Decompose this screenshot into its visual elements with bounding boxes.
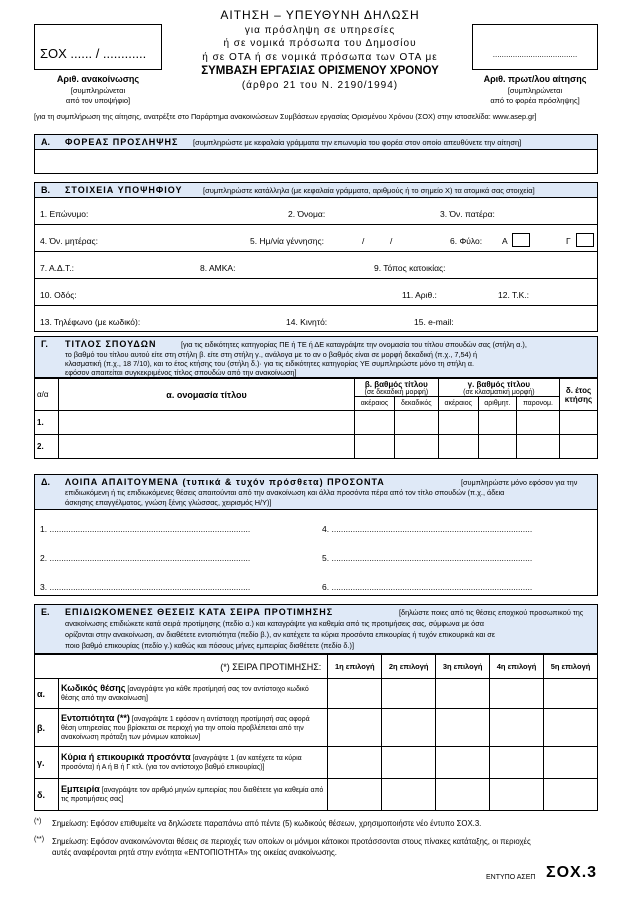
note-1: Σημείωση: Εφόσον επιθυμείτε να δηλώσετε παραπάνω από πέντε (5) κωδικούς θέσεων, χρησιμοποιήστε νέο έντυπο ΣΟΧ.3. xyxy=(52,819,482,828)
grade-cell[interactable] xyxy=(355,411,395,435)
email-field[interactable]: 15. e-mail: xyxy=(414,317,454,327)
section-a-title: ΦΟΡΕΑΣ ΠΡΟΣΛΗΨΗΣ xyxy=(65,137,179,147)
pref-cell[interactable] xyxy=(490,709,544,747)
item-dots: ..................................................................................... xyxy=(331,553,533,563)
qualification-item-6[interactable] xyxy=(322,582,592,592)
note-2-mark: (**) xyxy=(34,836,45,843)
pref-5-header: 5η επιλογή xyxy=(544,655,598,679)
pref-cell[interactable] xyxy=(436,709,490,747)
table-row xyxy=(35,435,598,459)
item-number: 6. xyxy=(322,582,330,592)
protocol-number-title: Αριθ. πρωτ/λου αίτησης xyxy=(483,74,587,84)
row-title: Κύρια ή επικουρικά προσόντα xyxy=(60,752,191,762)
section-e-header xyxy=(34,604,598,654)
section-e-title: ΕΠΙΔΙΩΚΟΜΕΝΕΣ ΘΕΣΕΙΣ ΚΑΤΑ ΣΕΙΡΑ ΠΡΟΤΙΜΗΣΗΣ xyxy=(65,607,334,617)
col-grade-decimal-title: β. βαθμός τίτλου xyxy=(364,379,428,389)
postal-code-field[interactable]: 12. Τ.Κ.: xyxy=(498,290,530,300)
row-desc: [αναγράψτε 1 εφόσον η αντίστοιχη προτίμησή σας αφορά θέση υπηρεσίας που βρίσκεται σε περιοχή για την οποία προβλέπεται από την ανακοίνωση πρόταξη των μόνιμων κατοίκων] xyxy=(60,715,310,741)
announcement-number-title: Αριθ. ανακοίνωσης xyxy=(56,74,140,84)
section-a-note: [συμπληρώστε με κεφαλαία γράμματα την επωνυμία του φορέα στον οποίο απευθύνετε την αίτηση] xyxy=(193,138,522,147)
pref-cell[interactable] xyxy=(382,747,436,779)
row-desc: [αναγράψτε τον αριθμό μηνών εμπειρίας που διαθέτετε για καθεμία από τις προτιμήσεις σας] xyxy=(60,787,324,803)
section-e-note-3: ορίζονται στην ανακοίνωση, αν διαθέτετε εντοπιότητα (πεδίο β.), αν κατέχετε τα κύρια προσόντα επικουρίας ή τυχόν επικουρικά και σε xyxy=(65,630,495,639)
title-name-cell[interactable] xyxy=(59,411,355,435)
col-grade-decimal xyxy=(355,379,439,397)
table-row xyxy=(35,747,598,779)
grade-cell[interactable] xyxy=(478,411,516,435)
announcement-note-2: από τον υποψήφιο] xyxy=(65,96,131,105)
section-g-header xyxy=(34,336,598,378)
section-d-note-2: επιδιωκόμενη ή τις επιδιωκόμενες θέσεις απαιτούνται από την ανακοίνωση και άλλα προσόντα πέρα από τον τίτλο σπουδών (π.χ., άδεια xyxy=(65,488,505,497)
row-desc: [αναγράψτε για κάθε προτίμησή σας τον αντίστοιχο κωδικό θέσης από την ανακοίνωση] xyxy=(60,686,309,702)
sex-field-label: 6. Φύλο: xyxy=(450,236,483,246)
form-subtitle-3: ή σε ΟΤΑ ή σε νομικά πρόσωπα των ΟΤΑ με xyxy=(202,52,438,63)
phone-field[interactable]: 13. Τηλέφωνο (με κωδικό): xyxy=(40,317,141,327)
preferences-table xyxy=(34,654,598,811)
col-aa: α/α xyxy=(35,379,59,411)
col-g-numerator: αριθμητ. xyxy=(478,397,516,411)
col-g-denominator: παρονομ. xyxy=(516,397,559,411)
pref-3-header: 3η επιλογή xyxy=(436,655,490,679)
father-name-field[interactable]: 3. Όν. πατέρα: xyxy=(440,209,495,219)
section-g-note-1: [για τις ειδικότητες κατηγορίας ΠΕ ή ΤΕ ή ΔΕ καταγράψτε την ονομασία του τίτλου σπουδών σας (στήλη α.), xyxy=(181,340,527,349)
street-number-field[interactable]: 11. Αριθ.: xyxy=(402,290,437,300)
amka-field[interactable]: 8. ΑΜΚΑ: xyxy=(200,263,236,273)
sex-male-label: Α xyxy=(502,236,508,246)
footer-form-code: ΣΟΧ.3 xyxy=(546,864,598,881)
employer-name-field[interactable] xyxy=(34,150,598,174)
residence-field[interactable]: 9. Τόπος κατοικίας: xyxy=(374,263,446,273)
row-number: 1. xyxy=(35,411,59,435)
item-number: 3. xyxy=(40,582,48,592)
section-d-note-3: άσκησης επαγγέλματος, γνώση ξένης γλώσσας, χειρισμός Η/Υ)] xyxy=(65,498,272,507)
pref-cell[interactable] xyxy=(490,747,544,779)
section-e-note-2: ανακοίνωσης επιδιώκετε κατά σειρά προτίμησης (πεδίο α.) και καταγράψτε για καθεμία από τις προτιμήσεις σας, σύμφωνα με όσα xyxy=(65,619,484,628)
pref-2-header: 2η επιλογή xyxy=(382,655,436,679)
form-subtitle-4: ΣΥΜΒΑΣΗ ΕΡΓΑΣΙΑΣ ΟΡΙΣΜΕΝΟΥ ΧΡΟΝΟΥ xyxy=(201,65,439,77)
first-name-field[interactable]: 2. Όνομα: xyxy=(288,209,326,219)
announcement-note-1: [συμπληρώνεται xyxy=(70,86,126,95)
section-d-header xyxy=(34,474,598,510)
note-2b: αυτές αναφέρονται ρητά στην ενότητα «ΕΝΤΟΠΙΟΤΗΤΑ» της οικείας ανακοίνωσης. xyxy=(52,848,337,857)
sex-female-checkbox[interactable] xyxy=(576,233,594,247)
section-b-letter: Β. xyxy=(41,185,50,195)
form-subtitle-2: ή σε νομικά πρόσωπα του Δημοσίου xyxy=(223,38,417,49)
mobile-field[interactable]: 14. Κινητό: xyxy=(286,317,328,327)
form-subtitle-5: (άρθρο 21 του Ν. 2190/1994) xyxy=(241,80,399,91)
form-subtitle-1: για πρόσληψη σε υπηρεσίες xyxy=(244,25,396,36)
item-dots: ..................................................................................... xyxy=(49,524,251,534)
table-row xyxy=(35,679,598,709)
section-b-header xyxy=(34,182,598,198)
education-table xyxy=(34,378,598,459)
sox-label: ΣΟΧ ...... / ............ xyxy=(40,46,147,61)
title-name-cell[interactable] xyxy=(59,435,355,459)
item-number: 4. xyxy=(322,524,330,534)
qualification-item-2[interactable] xyxy=(40,553,310,563)
section-a-letter: Α. xyxy=(41,137,50,147)
section-g-note-3: κλασματική (π.χ., 18 7/10), και το έτος κτήσης του (στήλη δ.)· για τις ειδικότητες κατηγορίας ΥΕ συμπληρώστε μόνο τη στήλη α. xyxy=(65,359,475,368)
qualification-item-5[interactable] xyxy=(322,553,592,563)
protocol-note-2: από το φορέα πρόσληψης] xyxy=(490,96,580,105)
pref-4-header: 4η επιλογή xyxy=(490,655,544,679)
item-number: 2. xyxy=(40,553,48,563)
qualification-item-1[interactable] xyxy=(40,524,310,534)
col-grade-decimal-sub: (σε δεκαδική μορφή) xyxy=(364,388,429,396)
section-g-letter: Γ. xyxy=(41,339,48,349)
sex-male-checkbox[interactable] xyxy=(512,233,530,247)
row-title: Εμπειρία xyxy=(60,784,100,794)
table-row xyxy=(35,779,598,811)
row-letter: δ. xyxy=(35,779,59,811)
row-title: Εντοπιότητα (**) xyxy=(60,712,130,723)
pref-cell[interactable] xyxy=(382,679,436,709)
qualification-item-3[interactable] xyxy=(40,582,310,592)
protocol-number-box[interactable] xyxy=(472,24,598,70)
pref-cell[interactable] xyxy=(328,779,382,811)
row-desc: [αναγράψτε 1 (αν κατέχετε τα κύρια προσόντα) ή Α ή Β ή Γ κτλ. (για τον αντίστοιχο βαθμό επικουρίας)] xyxy=(60,755,302,771)
table-row xyxy=(35,411,598,435)
pref-cell[interactable] xyxy=(490,679,544,709)
pref-cell[interactable] xyxy=(544,747,598,779)
form-title: ΑΙΤΗΣΗ – ΥΠΕΥΘΥΝΗ ΔΗΛΩΣΗ xyxy=(220,8,420,22)
grade-cell[interactable] xyxy=(516,435,559,459)
col-grade-fraction-sub: (σε κλασματική μορφή) xyxy=(463,388,535,396)
row-letter: β. xyxy=(35,709,59,747)
pref-cell[interactable] xyxy=(490,779,544,811)
col-grade-fraction xyxy=(438,379,559,397)
section-b-title: ΣΤΟΙΧΕΙΑ ΥΠΟΨΗΦΙΟΥ xyxy=(65,185,183,195)
section-d-note-1: [συμπληρώστε μόνο εφόσον για την xyxy=(461,478,578,487)
col-grade-fraction-title: γ. βαθμός τίτλου xyxy=(467,379,531,389)
pref-cell[interactable] xyxy=(382,709,436,747)
birth-date-slash-1: / xyxy=(362,236,365,246)
pref-cell[interactable] xyxy=(544,779,598,811)
section-g-title: ΤΙΤΛΟΣ ΣΠΟΥΔΩΝ xyxy=(65,339,157,349)
grade-cell[interactable] xyxy=(438,435,478,459)
section-e-note-1: [δηλώστε ποιες από τις θέσεις εποχικού προσωπικού της xyxy=(399,608,584,617)
birth-date-slash-2: / xyxy=(390,236,393,246)
col-b-integer: ακέραιος xyxy=(355,397,395,411)
pref-cell[interactable] xyxy=(436,679,490,709)
row-letter: γ. xyxy=(35,747,59,779)
section-b-note: [συμπληρώστε κατάλληλα (με κεφαλαία γράμματα, αριθμούς ή το σημείο Χ) τα ατομικά σας στοιχεία] xyxy=(203,186,535,195)
street-field[interactable]: 10. Οδός: xyxy=(40,290,77,300)
section-d-letter: Δ. xyxy=(41,477,50,487)
grade-cell[interactable] xyxy=(516,411,559,435)
section-d-title: ΛΟΙΠΑ ΑΠΑΙΤΟΥΜΕΝΑ (τυπικά & τυχόν πρόσθετα) ΠΡΟΣΟΝΤΑ xyxy=(65,477,385,487)
pref-cell[interactable] xyxy=(436,747,490,779)
item-dots: ..................................................................................... xyxy=(331,582,533,592)
mother-name-field[interactable]: 4. Όν. μητέρας: xyxy=(40,236,98,246)
grade-cell[interactable] xyxy=(394,435,438,459)
id-card-field[interactable]: 7. Α.Δ.Τ.: xyxy=(40,263,75,273)
col-year: δ. έτος κτήσης xyxy=(560,379,598,411)
grade-cell[interactable] xyxy=(394,411,438,435)
year-cell[interactable] xyxy=(560,435,598,459)
order-label: (*) ΣΕΙΡΑ ΠΡΟΤΙΜΗΣΗΣ: xyxy=(35,655,328,679)
section-e-letter: Ε. xyxy=(41,607,50,617)
birth-date-field[interactable]: 5. Ημ/νία γέννησης: xyxy=(250,236,324,246)
footer-small-label: ΕΝΤΥΠΟ ΑΣΕΠ xyxy=(486,874,536,881)
year-cell[interactable] xyxy=(560,411,598,435)
col-title-name: α. ονομασία τίτλου xyxy=(59,379,355,411)
row-letter: α. xyxy=(35,679,59,709)
surname-field[interactable]: 1. Επώνυμο: xyxy=(40,209,89,219)
note-1-mark: (*) xyxy=(34,818,42,825)
pref-cell[interactable] xyxy=(328,679,382,709)
row-title: Κωδικός θέσης xyxy=(60,683,126,693)
pref-cell[interactable] xyxy=(436,779,490,811)
section-e-note-4: ποιο βαθμό επικουρίας (πεδίο γ.) καθώς και πόσους μήνες εμπειρίας διαθέτετε (πεδίο δ.)] xyxy=(65,641,354,650)
section-g-note-2: το βαθμό του τίτλου αυτού είτε στη στήλη β. είτε στη στήλη γ., ανάλογα με το αν ο βαθμός είναι σε μορφή δεκαδική (π.χ., 7,54) ή xyxy=(65,350,478,359)
protocol-note-1: [συμπληρώνεται xyxy=(507,86,563,95)
grade-cell[interactable] xyxy=(355,435,395,459)
pref-cell[interactable] xyxy=(328,709,382,747)
table-row xyxy=(35,709,598,747)
qualification-item-4[interactable] xyxy=(322,524,592,534)
info-line: [για τη συμπλήρωση της αίτησης, ανατρέξτε στο Παράρτημα ανακοινώσεων Συμβάσεων εργασίας Ορισμένου Χρόνου (ΣΟΧ) στην ιστοσελίδα: www.asep.gr] xyxy=(34,112,537,121)
sex-female-label: Γ xyxy=(566,236,571,246)
pref-cell[interactable] xyxy=(544,709,598,747)
item-dots: ..................................................................................... xyxy=(49,582,251,592)
item-number: 1. xyxy=(40,524,48,534)
note-2a: Σημείωση: Εφόσον ανακοινώνονται θέσεις σε περιοχές των οποίων οι μόνιμοι κάτοικοι προτάσσονται στους πίνακες κατάταξης, οι περιοχές xyxy=(52,837,531,846)
pref-1-header: 1η επιλογή xyxy=(328,655,382,679)
item-dots: ..................................................................................... xyxy=(49,553,251,563)
section-g-note-4: εφόσον απαιτείται συγκεκριμένος τίτλος σπουδών από την ανακοίνωση] xyxy=(65,368,297,377)
row-number: 2. xyxy=(35,435,59,459)
pref-cell[interactable] xyxy=(382,779,436,811)
grade-cell[interactable] xyxy=(438,411,478,435)
pref-cell[interactable] xyxy=(328,747,382,779)
col-b-decimal: δεκαδικός xyxy=(394,397,438,411)
protocol-dots: ...................................... xyxy=(492,50,578,59)
item-number: 5. xyxy=(322,553,330,563)
item-dots: ..................................................................................... xyxy=(331,524,533,534)
section-a-header xyxy=(34,134,598,150)
grade-cell[interactable] xyxy=(478,435,516,459)
col-g-integer: ακέραιος xyxy=(438,397,478,411)
pref-cell[interactable] xyxy=(544,679,598,709)
